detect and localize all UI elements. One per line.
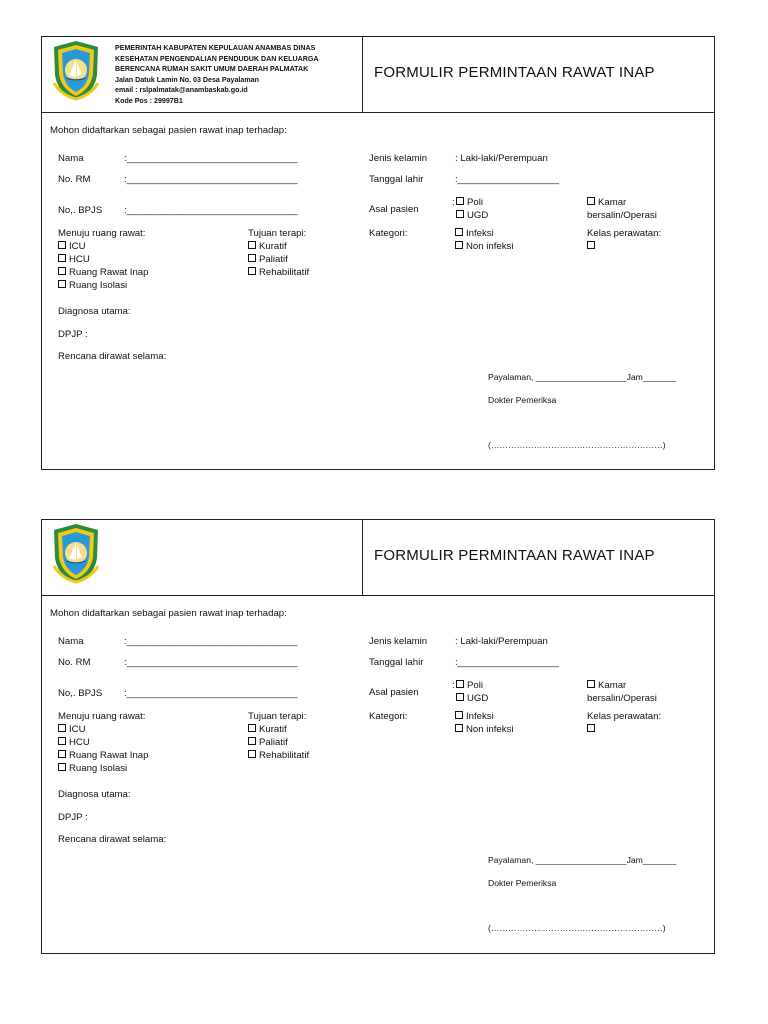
- checkbox-poli[interactable]: Poli: [456, 680, 483, 691]
- kelas-perawatan-label: Kelas perawatan:: [587, 711, 662, 722]
- crest-logo-icon: [51, 39, 101, 101]
- checkbox-kuratif[interactable]: Kuratif: [248, 241, 287, 252]
- checkbox-paliatif[interactable]: Paliatif: [248, 254, 288, 265]
- hospital-identity: [115, 43, 361, 106]
- intro-text: Mohon didaftarkan sebagai pasien rawat inap terhadap:: [50, 125, 287, 136]
- checkbox-icu[interactable]: ICU: [58, 241, 86, 252]
- asal-pasien-colon: :: [452, 680, 455, 691]
- org-line-3: BERENCANA RUMAH SAKIT UMUM DAERAH PALMATAK: [115, 65, 309, 73]
- kelas-perawatan-label: Kelas perawatan:: [587, 228, 662, 239]
- signature-blank[interactable]: (……………………………………………………): [488, 440, 666, 450]
- kamar-continued: bersalin/Operasi: [587, 210, 657, 221]
- jenis-kelamin-value[interactable]: : Laki-laki/Perempuan: [455, 153, 548, 164]
- checkbox-kuratif[interactable]: Kuratif: [248, 724, 287, 735]
- rm-label: No. RM: [58, 174, 91, 185]
- tanggal-lahir-label: Tanggal lahir: [369, 174, 424, 185]
- rm-field[interactable]: :________________________________: [124, 657, 298, 668]
- bpjs-field[interactable]: :________________________________: [124, 205, 298, 216]
- checkbox-poli[interactable]: Poli: [456, 197, 483, 208]
- signature-doctor: Dokter Pemeriksa: [488, 395, 557, 405]
- asal-pasien-colon: :: [452, 197, 455, 208]
- dpjp-label: DPJP :: [58, 812, 88, 823]
- bpjs-label: No,. BPJS: [58, 205, 103, 216]
- checkbox-rehabilitatif[interactable]: Rehabilitatif: [248, 267, 309, 278]
- checkbox-ugd[interactable]: UGD: [456, 210, 488, 221]
- nama-field[interactable]: :________________________________: [124, 153, 298, 164]
- tanggal-lahir-field[interactable]: :___________________: [455, 657, 560, 668]
- ruang-rawat-label: Menuju ruang rawat:: [58, 711, 146, 722]
- checkbox-kamar[interactable]: Kamar: [587, 197, 626, 208]
- checkbox-non-infeksi[interactable]: Non infeksi: [455, 724, 513, 735]
- admission-form-2: [41, 519, 715, 954]
- checkbox-infeksi[interactable]: Infeksi: [455, 711, 494, 722]
- kamar-continued: bersalin/Operasi: [587, 693, 657, 704]
- dpjp-label: DPJP :: [58, 329, 88, 340]
- checkbox-ruang-isolasi[interactable]: Ruang Isolasi: [58, 763, 127, 774]
- tanggal-lahir-label: Tanggal lahir: [369, 657, 424, 668]
- hospital-postal-code: Kode Pos : 29997B1: [115, 96, 183, 105]
- checkbox-rehabilitatif[interactable]: Rehabilitatif: [248, 750, 309, 761]
- checkbox-ruang-isolasi[interactable]: Ruang Isolasi: [58, 280, 127, 291]
- signature-place[interactable]: Payalaman, ___________________Jam_______: [488, 855, 677, 865]
- checkbox-infeksi[interactable]: Infeksi: [455, 228, 494, 239]
- signature-blank[interactable]: (……………………………………………………): [488, 923, 666, 933]
- nama-field[interactable]: :________________________________: [124, 636, 298, 647]
- checkbox-non-infeksi[interactable]: Non infeksi: [455, 241, 513, 252]
- checkbox-hcu[interactable]: HCU: [58, 737, 90, 748]
- hospital-email: email : rslpalmatak@anambaskab.go.id: [115, 86, 248, 94]
- tujuan-terapi-label: Tujuan terapi:: [248, 711, 307, 722]
- checkbox-ruang-rawat-inap[interactable]: Ruang Rawat Inap: [58, 750, 148, 761]
- signature-doctor: Dokter Pemeriksa: [488, 878, 557, 888]
- intro-text: Mohon didaftarkan sebagai pasien rawat inap terhadap:: [50, 608, 287, 619]
- tanggal-lahir-field[interactable]: :___________________: [455, 174, 560, 185]
- header-divider: [362, 520, 363, 595]
- asal-pasien-label: Asal pasien: [369, 204, 419, 215]
- jenis-kelamin-value[interactable]: : Laki-laki/Perempuan: [455, 636, 548, 647]
- form-header: [42, 520, 714, 596]
- asal-pasien-label: Asal pasien: [369, 687, 419, 698]
- form-header: [42, 37, 714, 113]
- checkbox-icu[interactable]: ICU: [58, 724, 86, 735]
- hospital-address: Jalan Datuk Lamin No. 03 Desa Payalaman: [115, 75, 259, 84]
- checkbox-kelas-perawatan[interactable]: [587, 241, 598, 252]
- form-title: FORMULIR PERMINTAAN RAWAT INAP: [374, 64, 655, 81]
- kategori-label: Kategori:: [369, 228, 408, 239]
- kategori-label: Kategori:: [369, 711, 408, 722]
- header-divider: [362, 37, 363, 112]
- nama-label: Nama: [58, 636, 84, 647]
- checkbox-paliatif[interactable]: Paliatif: [248, 737, 288, 748]
- admission-form-1: [41, 36, 715, 470]
- crest-logo-icon: [51, 522, 101, 584]
- org-line-1: PEMERINTAH KABUPATEN KEPULAUAN ANAMBAS DINAS: [115, 44, 316, 52]
- checkbox-kelas-perawatan[interactable]: [587, 724, 598, 735]
- signature-place[interactable]: Payalaman, ___________________Jam_______: [488, 372, 677, 382]
- org-line-2: KESEHATAN PENGENDALIAN PENDUDUK DAN KELUARGA: [115, 54, 319, 63]
- bpjs-field[interactable]: :________________________________: [124, 688, 298, 699]
- jenis-kelamin-label: Jenis kelamin: [369, 153, 428, 164]
- form-title: FORMULIR PERMINTAAN RAWAT INAP: [374, 547, 655, 564]
- nama-label: Nama: [58, 153, 84, 164]
- rencana-label: Rencana dirawat selama:: [58, 834, 167, 845]
- rm-field[interactable]: :________________________________: [124, 174, 298, 185]
- checkbox-kamar[interactable]: Kamar: [587, 680, 626, 691]
- diagnosa-label: Diagnosa utama:: [58, 789, 131, 800]
- checkbox-ruang-rawat-inap[interactable]: Ruang Rawat Inap: [58, 267, 148, 278]
- rencana-label: Rencana dirawat selama:: [58, 351, 167, 362]
- checkbox-ugd[interactable]: UGD: [456, 693, 488, 704]
- jenis-kelamin-label: Jenis kelamin: [369, 636, 428, 647]
- rm-label: No. RM: [58, 657, 91, 668]
- checkbox-hcu[interactable]: HCU: [58, 254, 90, 265]
- tujuan-terapi-label: Tujuan terapi:: [248, 228, 307, 239]
- bpjs-label: No,. BPJS: [58, 688, 103, 699]
- ruang-rawat-label: Menuju ruang rawat:: [58, 228, 146, 239]
- diagnosa-label: Diagnosa utama:: [58, 306, 131, 317]
